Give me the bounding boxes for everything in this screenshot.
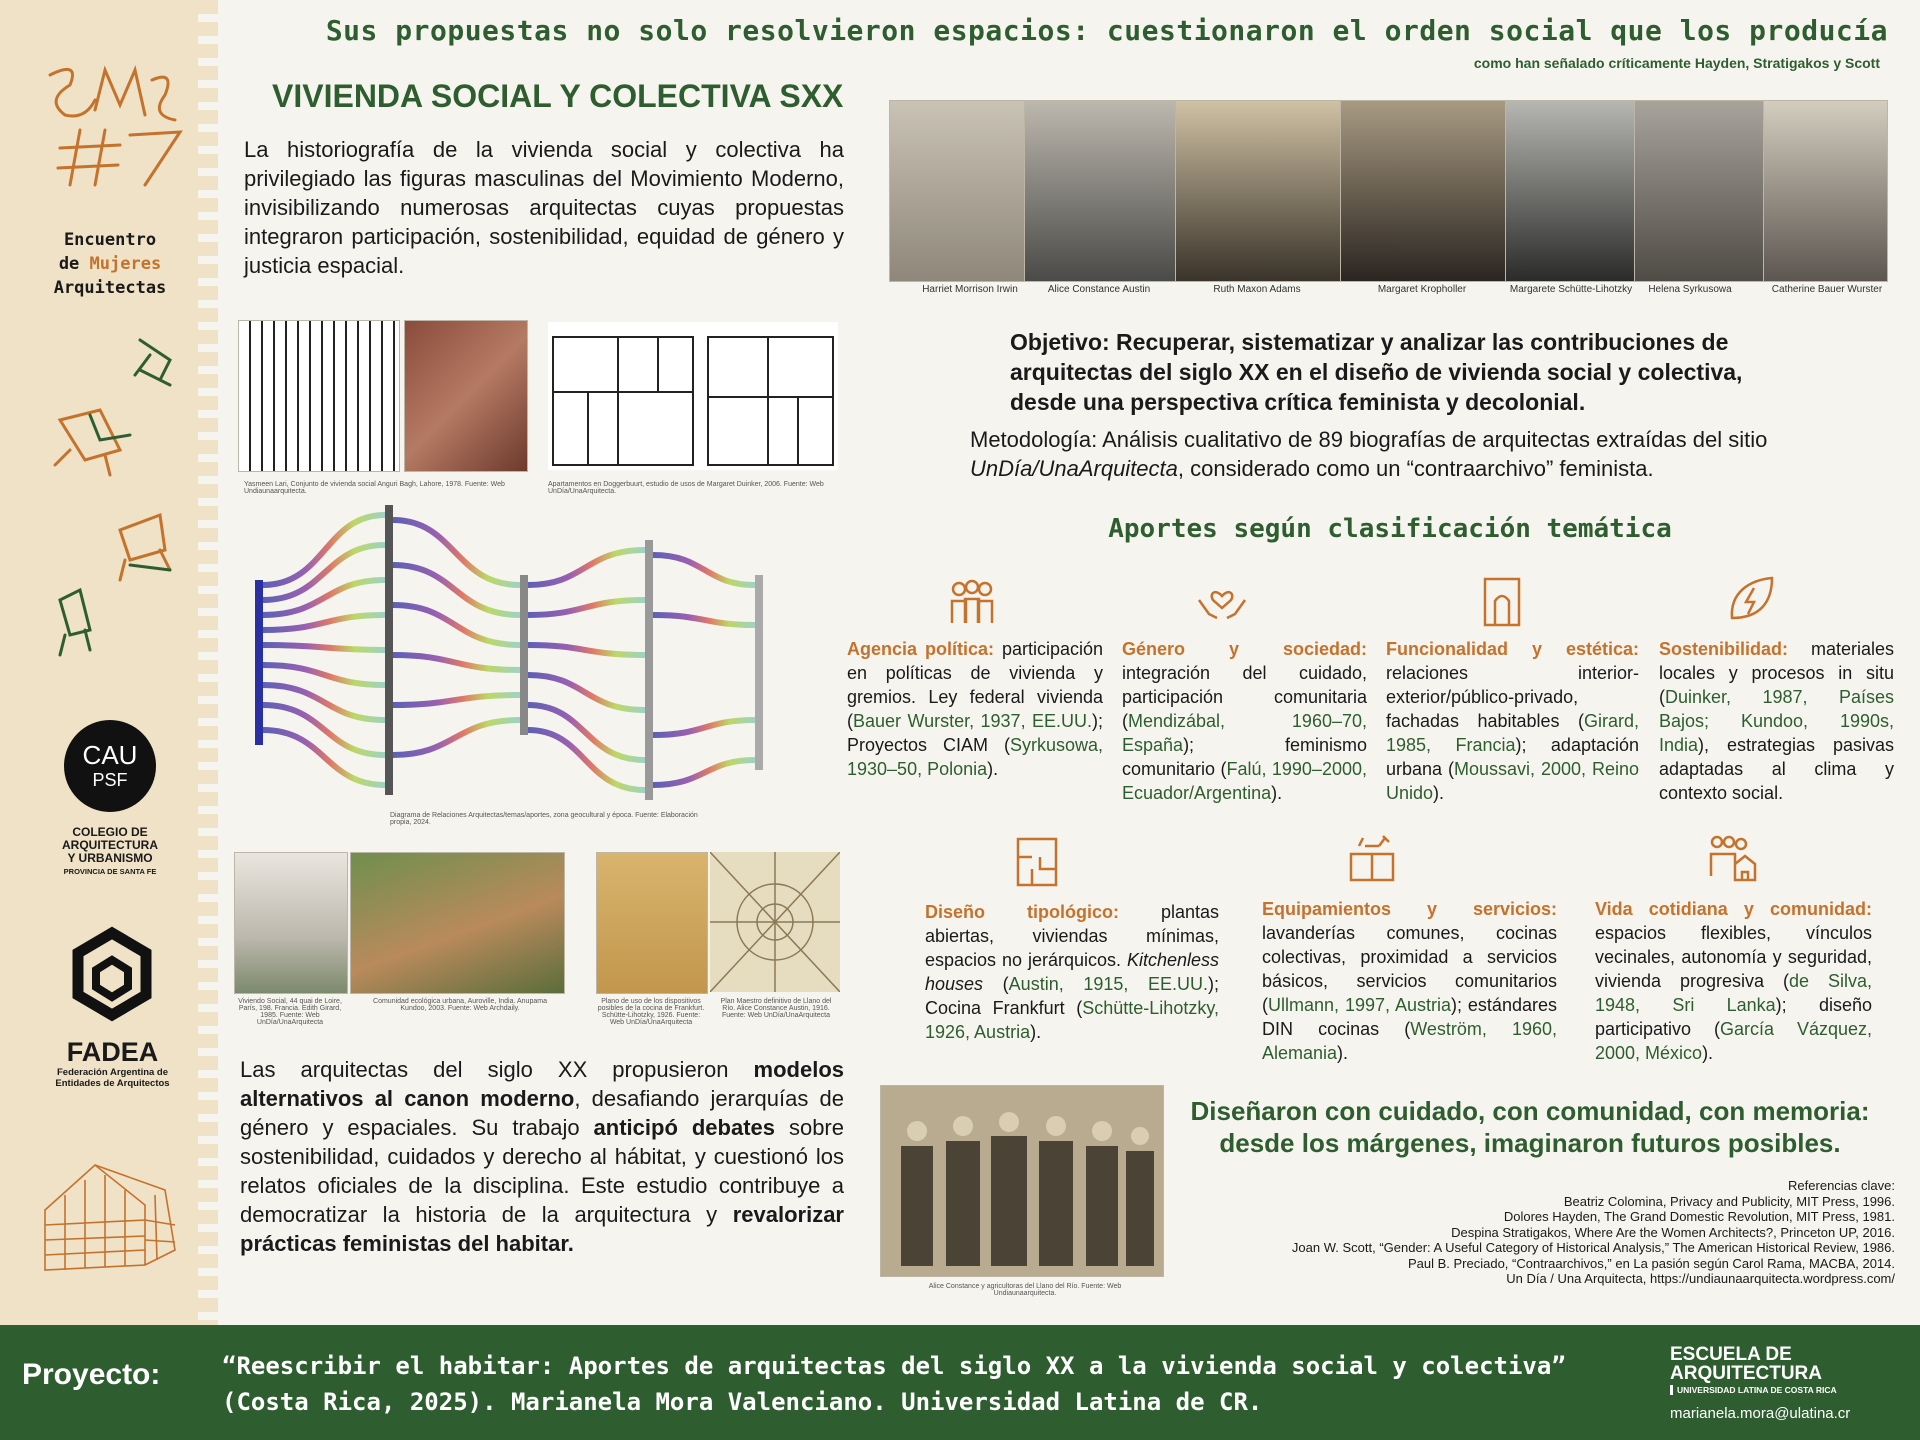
leaf-bolt-icon [1724,572,1778,626]
conclusion-bold-3: revalorizar prácticas feministas del habitar. [240,1202,844,1256]
cau-name-line-3: Y URBANISMO [67,851,153,865]
apartment-plans-image [548,322,838,470]
conclusion-part-3: sobre sostenibilidad, cuidados y derecho al hábitat, y cuestionó los relatos oficiales de la disciplina. Este estudio contribuye a democratizar la historia de la arquitectura y [240,1115,844,1227]
fadea-sub-1: Federación Argentina de [56,1067,169,1078]
method-part-2: , considerado como un “contraarchivo” feminista. [1177,456,1654,481]
school-line-1: ESCUELA DE [1670,1344,1792,1365]
footer-project-label: Proyecto: [22,1358,161,1391]
references-title: Referencias clave: [1788,1178,1895,1193]
chairs-illustration [40,330,190,670]
category-sostenibilidad: Sostenibilidad: materiales locales y procesos in situ (Duinker, 1987, Países Bajos; Kundoo, 1990s, India), estrategias pasivas adaptadas al clima y contexto social. [1659,639,1894,803]
event-line-1: Encuentro [63,230,157,250]
floor-plan-icon [1010,835,1064,889]
cau-name-line-2: ARQUITECTURA [62,838,158,852]
conclusion-part-2: , desafiando jerarquías de género y espaciales. Su trabajo [240,1086,844,1140]
reference-item: Paul B. Preciado, “Contraarchivos,” en La pasión según Carol Rama, MACBA, 2014. [1407,1255,1895,1271]
category-title: Sostenibilidad: [1659,639,1789,659]
portrait-7 [1763,100,1888,282]
school-line-3: UNIVERSIDAD LATINA DE COSTA RICA [1670,1385,1900,1395]
fadea-title: FADEA [66,1037,159,1067]
portrait-caption-4: Margaret Kropholler [1377,284,1467,295]
caption-photo-paris: Viviendo Social, 44 quai de Loire, París, 198. Francia. Edith Girard, 1985. Fuente: Web UnDía/UnaArquitecta [238,998,342,1026]
event-line-2-highlight: Mujeres [89,254,162,274]
portrait-5 [1505,100,1635,282]
category-equipamientos-servicios: Equipamientos y servicios: lavanderías comunes, cocinas colectivas, proximidad a servicios básicos, servicios comunitarios (Ullmann, 1997, Austria); estándares DIN cocinas (Weström, 1960, Alemania). [1262,899,1557,1063]
slogan-line-1: Diseñaron con cuidado, con comunidad, con memoria: [1190,1096,1870,1126]
slogan-line-2: desde los márgenes, imaginaron futuros posibles. [1219,1128,1841,1158]
category-title: Equipamientos y servicios: [1262,899,1557,919]
reference-link[interactable]: Un Día / Una Arquitecta, https://undiaunaarquitecta.wordpress.com/ [1506,1271,1895,1286]
conclusion-bold-2: anticipó debates [593,1115,775,1140]
school-logo [1670,1345,1900,1395]
aportes-title: Aportes según clasificación temática [1108,514,1672,544]
objective-text: Objetivo: Recuperar, sistematizar y analizar las contribuciones de arquitectas del siglo XX en el diseño de vivienda social y colectiva, desde una perspectiva crítica feminista y decolonial. [1010,329,1743,415]
contact-email[interactable]: marianela.mora@ulatina.cr [1670,1405,1851,1422]
caption-group-photo: Alice Constance y agricultoras del Llano del Río. Fuente: Web Undiaunaarquitecta. [928,1283,1122,1297]
category-diseno-tipologico: Diseño tipológico: plantas abiertas, viviendas mínimas, espacios no jerárquicos. Kitchenless houses (Austin, 1915, EE.UU.); Cocina Frankfurt (Schütte-Lihotzky, 1926, Austria). [925,902,1219,1042]
cau-logo [64,720,156,812]
cau-name-line-1: COLEGIO DE [72,825,148,839]
brick-building-image [404,320,528,472]
fadea-sub-2: Entidades de Arquitectos [55,1078,170,1089]
category-genero-sociedad: Género y sociedad: integración del cuidado, participación comunitaria (Mendizábal, 1960–70, España); feminismo comunitario (Falú, 1990–2000, Ecuador/Argentina). [1122,639,1367,803]
reference-item: Joan W. Scott, “Gender: A Useful Category of Historical Analysis,” The American Historical Review, 1986. [1291,1240,1895,1255]
caption-llano: Plan Maestro definitivo de Llano del Río. Alice Constance Austin, 1916. Fuente: Web UnDía/UnaArquitecta [720,998,832,1019]
portrait-caption-1: Harriet Morrison Irwin [922,284,1018,295]
heart-hands-icon [1195,572,1249,626]
sankey-node-architects [385,505,393,795]
reference-item: Despina Stratigakos, Where Are the Women Architects?, Princeton UP, 2016. [1451,1224,1895,1240]
photo-paris-housing [234,852,348,994]
cau-name [40,826,180,878]
portrait-4 [1340,100,1506,282]
house-sketch [35,1150,185,1280]
caption-plans-left: Yasmeen Lari, Conjunto de vivienda social Anguri Bagh, Lahore, 1978. Fuente: Web Undiaunaarquitecta. [244,481,505,495]
cau-name-line-4: PROVINCIA DE SANTA FE [63,867,157,876]
conclusion-part-1: Las arquitectas del siglo XX propusieron [240,1057,754,1082]
category-title: Diseño tipológico: [925,902,1119,922]
category-title: Funcionalidad y estética: [1386,639,1639,659]
category-title: Género y sociedad: [1122,639,1367,659]
caption-plans-right: Apartamentos en Doggerbuurt, estudio de usos de Margaret Duinker, 2006. Fuente: Web UnDía/UnaArquitecta. [548,481,824,495]
portrait-caption-6: Helena Syrkusowa [1648,284,1732,295]
caption-frankfurt: Plano de uso de los dispositivos posibles de la cocina de Frankfurt. Schütte-Lihotzky, 1926. Fuente: Web UnDía/UnaArquitecta [597,998,705,1026]
sankey-node-themes [520,575,528,735]
sankey-node-epoch [755,575,763,770]
sankey-node-zone [255,580,263,745]
portrait-caption-7: Catherine Bauer Wurster [1771,284,1883,295]
event-line-3: Arquitectas [53,278,167,298]
sankey-diagram [255,505,790,805]
category-title: Vida cotidiana y comunidad: [1595,899,1872,919]
category-funcionalidad-estetica: Funcionalidad y estética: relaciones interior-exterior/público-privado, fachadas habitables (Girard, 1985, Francia); adaptación urbana (Moussavi, 2000, Reino Unido). [1386,639,1639,803]
photo-llano-del-rio-plan [710,852,840,992]
header-attribution: como han señalado críticamente Hayden, Stratigakos y Scott [1473,55,1880,71]
portrait-caption-3: Ruth Maxon Adams [1213,284,1301,295]
method-source: UnDía/UnaArquitecta [970,456,1178,481]
category-vida-cotidiana: Vida cotidiana y comunidad: espacios flexibles, vínculos vecinales, autonomía y seguridad, vivienda progresiva (de Silva, 1948, Sri Lanka); diseño participativo (García Vázquez, 2000, México). [1595,899,1872,1063]
photo-frankfurt-kitchen-plan [596,852,708,994]
building-icon [1475,575,1529,629]
site-plan-image [238,320,400,472]
intro-text: La historiografía de la vivienda social y colectiva ha privilegiado las figuras masculinas del Movimiento Moderno, invisibilizando numerosas arquitectas cuyas propuestas integraron participación, sostenibilidad, equidad de género y justicia espacial. [244,137,844,278]
portrait-2 [1024,100,1176,282]
sankey-node-contributions [645,540,653,800]
caption-sankey: Diagrama de Relaciones Arquitectas/temas/aportes, zona geocultural y época. Fuente: Elaboración propia, 2024. [390,812,698,826]
event-line-2-pre: de [58,254,90,274]
page-title: VIVIENDA SOCIAL Y COLECTIVA SXX [272,78,844,114]
conclusion-text [240,1055,844,1258]
reference-item: Beatriz Colomina, Privacy and Publicity, MIT Press, 1996. [1563,1193,1895,1209]
photo-auroville [350,852,565,994]
cau-logo-top: CAU [82,740,138,770]
school-line-2: ARQUITECTURA [1670,1363,1822,1384]
portrait-caption-2: Alice Constance Austin [1047,284,1151,295]
method-part-1: Metodología: Análisis cualitativo de 89 biografías de arquitectas extraídas del sitio [970,427,1768,452]
people-icon [945,575,999,629]
category-title: Agencia política: [847,639,994,659]
header-quote: Sus propuestas no solo resolvieron espacios: cuestionaron el orden social que los producía [325,14,1888,47]
em7-logo [40,60,190,190]
kitchen-icon [1345,832,1399,886]
footer-project-text: “Reescribir el habitar: Aportes de arquitectas del siglo XX a la vivienda social y colectiva” (Costa Rica, 2025). Marianela Mora Valenciano. Universidad Latina de CR. [222,1352,1566,1416]
family-house-icon [1705,832,1759,886]
portrait-3 [1175,100,1341,282]
portrait-caption-5: Margarete Schütte-Lihotzky [1509,284,1633,295]
photo-women-group [880,1085,1164,1277]
category-agencia-politica: Agencia política: participación en políticas de vivienda y gremios. Ley federal vivienda (Bauer Wurster, 1937, EE.UU.); Proyectos CIAM (Syrkusowa, 1930–50, Polonia). [847,639,1103,779]
caption-photo-auroville: Comunidad ecológica urbana, Auroville, India. Anupama Kundoo, 2003. Fuente: Web Archdaily. [373,998,547,1012]
event-name [30,228,190,300]
slogan [1170,1095,1890,1159]
cau-logo-bottom: PSF [92,770,128,790]
reference-item: Dolores Hayden, The Grand Domestic Revolution, MIT Press, 1981. [1503,1209,1895,1224]
fadea-name [40,1037,185,1089]
methodology-text [970,425,1850,483]
references [1150,1178,1895,1287]
portrait-6 [1634,100,1764,282]
fadea-logo [70,925,155,1035]
conclusion-bold-1: modelos alternativos al canon moderno [240,1057,844,1111]
